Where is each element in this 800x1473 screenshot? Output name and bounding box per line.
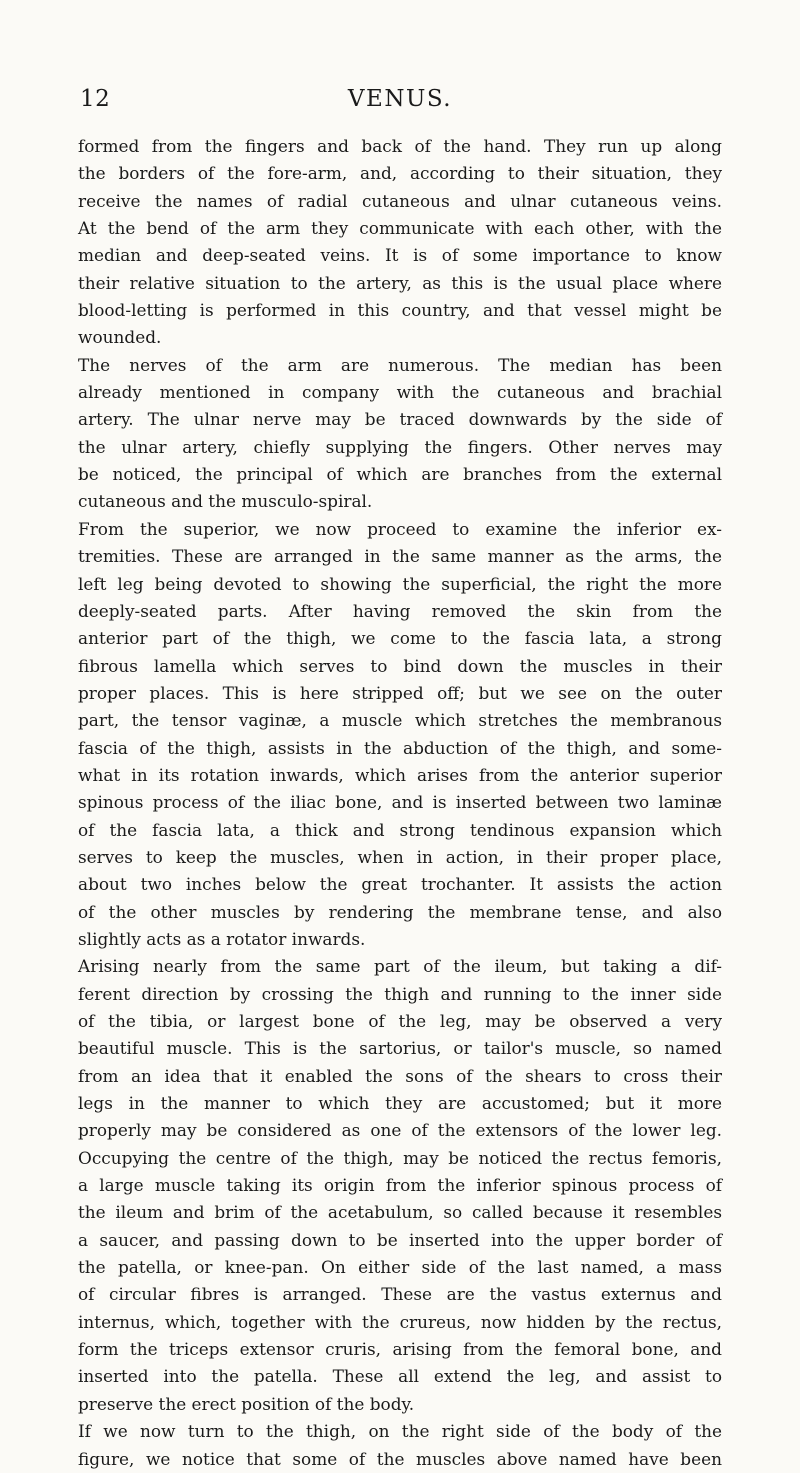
text-line: properly may be considered as one of the extensors of the lower leg. [78,1120,722,1141]
text-line: of the fascia lata, a thick and strong tendinous expansion which [78,819,722,840]
text-line: deeply-seated parts. After having removed the skin from the [78,600,722,621]
text-line: the ileum and brim of the acetabulum, so called because it resembles [78,1202,722,1223]
text-line: From the superior, we now proceed to examine the inferior ex- [78,518,722,539]
text-line: the ulnar artery, chiefly supplying the fingers. Other nerves may [78,436,722,457]
text-line: wounded. [78,327,162,348]
page-number: 12 [80,86,111,112]
text-line: a large muscle taking its origin from the inferior spinous process of [78,1175,722,1196]
text-line: cutaneous and the musculo-spiral. [78,491,373,512]
text-line: of the tibia, or largest bone of the leg, may be observed a very [78,1011,722,1031]
text-line: formed from the fingers and back of the hand. They run up along [78,136,722,156]
text-line: proper places. This is here stripped off; but we see on the outer [78,682,722,703]
text-line: about two inches below the great trochanter. It assists the action [78,874,722,895]
text-line: already mentioned in company with the cutaneous and brachial [78,382,722,403]
text-line: figure, we notice that some of the muscles above named have been [78,1448,722,1469]
text-line: of circular fibres is arranged. These are the vastus externus and [78,1284,722,1305]
text-line: anterior part of the thigh, we come to the fascia lata, a strong [78,628,722,649]
text-line: ferent direction by crossing the thigh and running to the inner side [78,983,722,1004]
text-line: median and deep-seated veins. It is of some importance to know [78,245,722,266]
text-line: a saucer, and passing down to be inserted into the upper border of [78,1229,722,1250]
text-line: spinous process of the iliac bone, and is inserted between two laminæ [78,792,722,813]
text-line: form the triceps extensor cruris, arising from the femoral bone, and [78,1339,722,1360]
text-line: their relative situation to the artery, as this is the usual place where [78,272,722,293]
text-line: Arising nearly from the same part of the ileum, but taking a dif- [78,956,722,977]
text-line: receive the names of radial cutaneous and ulnar cutaneous veins. [78,190,722,211]
text-line: left leg being devoted to showing the superficial, the right the more [78,573,722,594]
text-line: Occupying the centre of the thigh, may be noticed the rectus femoris, [78,1147,722,1168]
text-line: inserted into the patella. These all extend the leg, and assist to [78,1366,722,1387]
text-line: the borders of the fore-arm, and, according to their situation, they [78,163,722,184]
text-line: If we now turn to the thigh, on the right side of the body of the [78,1421,722,1442]
text-line: blood-letting is performed in this country, and that vessel might be [78,300,722,321]
text-line: fascia of the thigh, assists in the abduction of the thigh, and some- [78,737,722,758]
text-line: tremities. These are arranged in the same manner as the arms, the [78,546,722,567]
text-line: The nerves of the arm are numerous. The median has been [78,354,722,375]
text-line: the patella, or knee-pan. On either side of the last named, a mass [78,1257,722,1278]
text-line: from an idea that it enabled the sons of the shears to cross their [78,1065,722,1086]
text-line: what in its rotation inwards, which arises from the anterior superior [78,764,722,785]
text-line: slightly acts as a rotator inwards. [78,928,366,949]
text-line: legs in the manner to which they are accustomed; but it more [78,1093,722,1114]
text-line: artery. The ulnar nerve may be traced downwards by the side of [78,409,722,430]
text-line: internus, which, together with the crureus, now hidden by the rectus, [78,1311,722,1332]
text-line: serves to keep the muscles, when in action, in their proper place, [78,846,722,867]
text-line: of the other muscles by rendering the membrane tense, and also [78,901,722,922]
text-line: be noticed, the principal of which are branches from the external [78,464,722,485]
text-line: At the bend of the arm they communicate with each other, with the [78,218,722,239]
body-text [78,133,722,1473]
text-line: preserve the erect position of the body. [78,1393,415,1414]
text-line: part, the tensor vaginæ, a muscle which stretches the membranous [78,710,722,731]
running-title: VENUS. [347,86,453,112]
text-line: fibrous lamella which serves to bind down the muscles in their [78,655,722,676]
text-line: beautiful muscle. This is the sartorius, or tailor's muscle, so named [78,1038,722,1059]
